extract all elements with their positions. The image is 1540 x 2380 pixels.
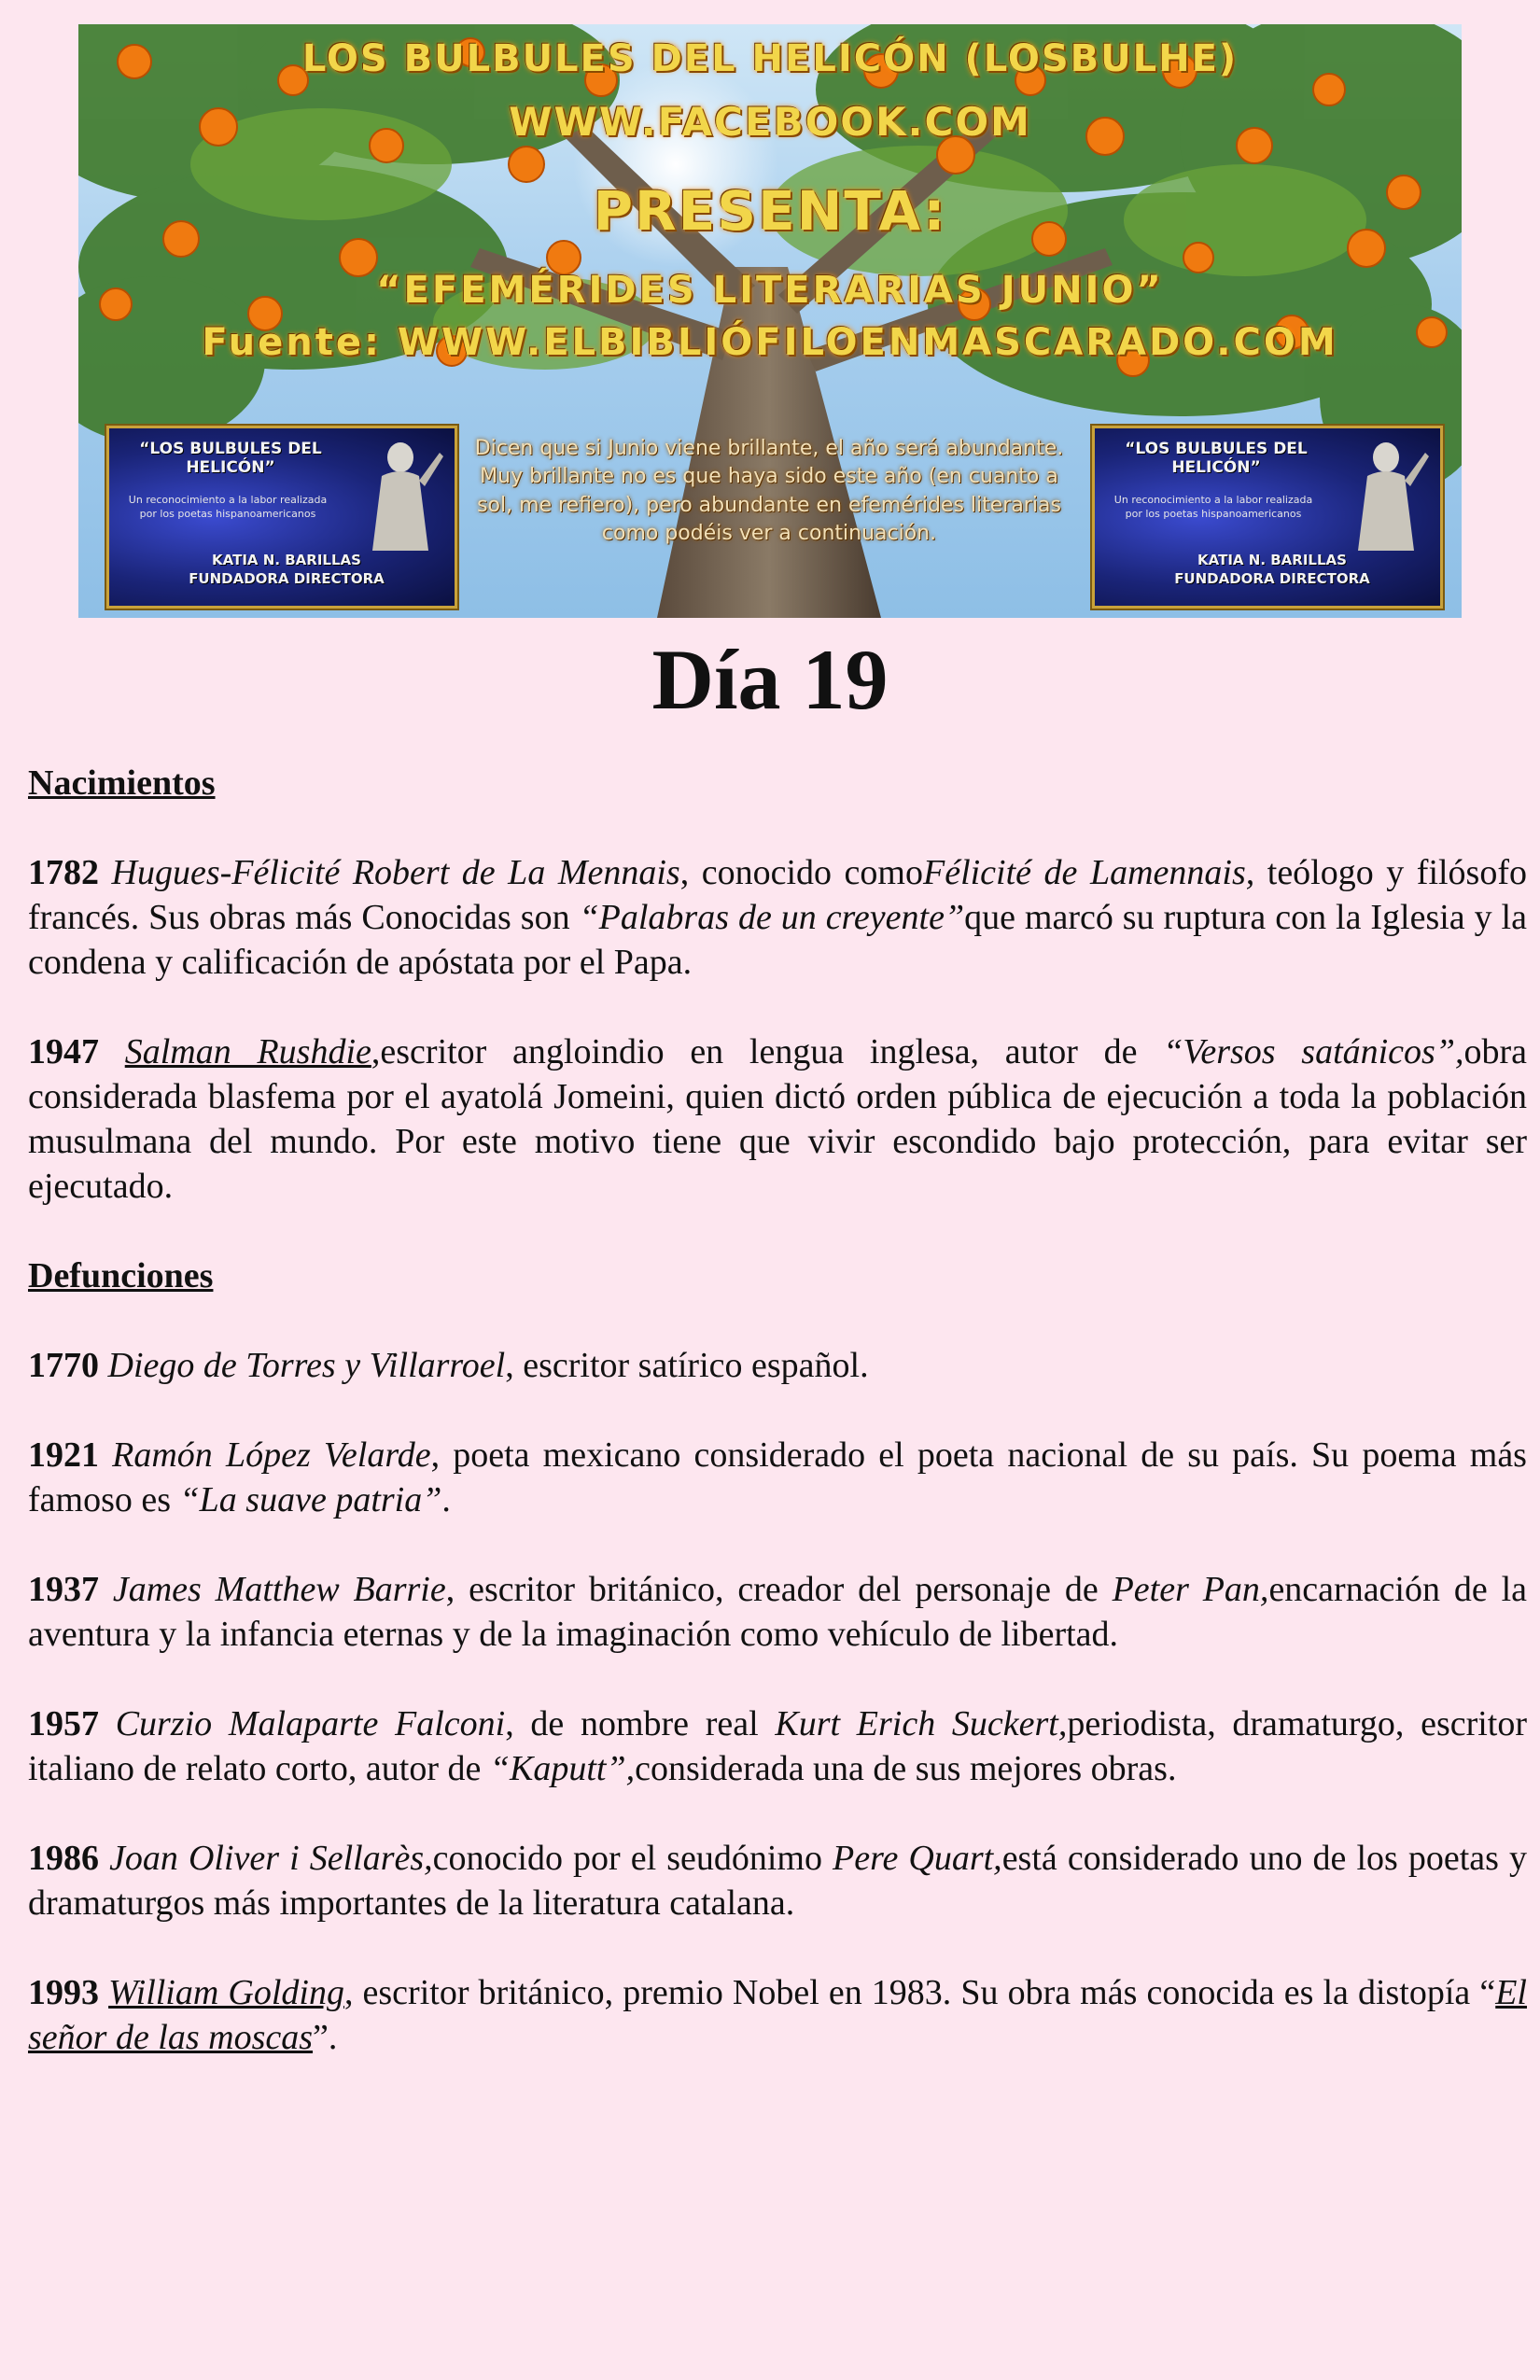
entry-text: está considerado uno de los poetas y dramaturgos más importantes de la literatura catalana. [28,1839,1527,1923]
entry-year: 1937 [28,1570,99,1609]
header-banner-image [78,24,1462,618]
entry-alias: Kurt Erich Suckert, [775,1704,1068,1743]
entry-year: 1947 [28,1032,99,1071]
entry-text: ,escritor angloindio en lengua inglesa, autor de [371,1032,1164,1071]
entry-text: ”. [313,2018,338,2057]
death-entry-1937 [28,1567,1527,1657]
entry-person-link[interactable]: Salman Rushdie [124,1032,371,1071]
plaque-text: Un reconocimiento a la labor realizada por los poetas hispanoamericanos [128,494,328,520]
plaque-title: “LOS BULBULES DEL HELICÓN” [1125,440,1308,477]
entry-text: que marcó su ruptura con la Iglesia y la condena y calificación de apóstata por el Papa. [28,898,1527,982]
plaque-name: KATIA N. BARILLAS [1197,552,1347,568]
death-entry-1986 [28,1836,1527,1925]
entry-work: “Palabras de un creyente” [579,898,965,937]
banner-source: Fuente: WWW.ELBIBLIÓFILOENMASCARADO.COM [202,321,1338,364]
entry-text: , escritor británico, creador del personaje de [445,1570,1113,1609]
entry-work: “Kaputt”, [489,1749,636,1788]
plaque-title: “LOS BULBULES DEL HELICÓN” [139,440,322,477]
death-entry-1921 [28,1433,1527,1522]
entry-text: . [441,1480,451,1519]
entry-text: teólogo y filósofo francés. Sus obras más Conocidas son [28,853,1527,937]
entry-year: 1957 [28,1704,99,1743]
entry-text: conocido por el seudónimo [432,1839,833,1878]
entry-text: encarnación de la aventura y la infancia eternas y de la imaginación como vehículo de libertad. [28,1570,1527,1654]
entry-text: periodista, dramaturgo, escritor italiano de relato corto, autor de [28,1704,1528,1788]
birth-entry-1947 [28,1029,1527,1209]
entry-text: obra considerada blasfema por el ayatolá Jomeini, quien dictó orden pública de ejecución a toda la población musulmana del mundo. Por este motivo tiene que vivir escondido bajo protección, para evitar ser ejecutado. [28,1032,1527,1206]
entry-work: Peter Pan, [1112,1570,1269,1609]
entry-person-link[interactable]: William Golding [108,1973,344,2012]
entry-text: , escritor británico, premio Nobel en 1983. Su obra más conocida es la distopía “ [343,1973,1496,2012]
entry-year: 1770 [28,1346,99,1385]
day-title: Día 19 [651,632,889,727]
plaque-left [106,426,457,609]
entry-person: James Matthew Barrie [112,1570,446,1609]
births-heading: Nacimientos [28,763,216,803]
entry-year: 1921 [28,1435,99,1475]
plaque-signature [147,552,427,588]
death-entry-1770 [28,1343,1527,1388]
ephemerides-content [28,761,1527,2105]
entry-text: , poeta mexicano considerado el poeta nacional de su país. Su poema más famoso es [28,1435,1527,1519]
banner-title: LOS BULBULES DEL HELICÓN (LOSBULHE) [301,37,1239,80]
plaque-role: FUNDADORA DIRECTORA [189,569,385,587]
deaths-heading: Defunciones [28,1256,214,1295]
entry-text: , escritor satírico español. [505,1346,869,1385]
death-entry-1993 [28,1970,1527,2060]
statue-icon [1339,434,1433,555]
entry-alias: Félicité de Lamennais, [922,853,1255,892]
entry-person: Diego de Torres y Villarroel [107,1346,506,1385]
entry-person: Hugues-Félicité Robert de La Mennais [111,853,680,892]
banner-presenta: PRESENTA: [593,179,947,243]
banner-quote: Dicen que si Junio viene brillante, el año será abundante. Muy brillante no es que haya sido este año (en cuanto a sol, me refiero), pero abundante en efemérides literarias como podéis ver a continuación. [474,437,1064,546]
entry-person: Ramón López Velarde [112,1435,431,1475]
entry-text: , de nombre real [505,1704,776,1743]
entry-person: Curzio Malaparte Falconi [115,1704,506,1743]
plaque-signature [1132,552,1412,588]
death-entry-1957 [28,1701,1527,1791]
plaque-role: FUNDADORA DIRECTORA [1174,569,1370,587]
entry-alias: Pere Quart, [833,1839,1002,1878]
banner-subtitle: “EFEMÉRIDES LITERARIAS JUNIO” [376,269,1164,312]
entry-work: “Versos satánicos”, [1163,1032,1464,1071]
banner-facebook-url: WWW.FACEBOOK.COM [509,99,1031,145]
entry-text: considerada una de sus mejores obras. [635,1749,1177,1788]
plaque-name: KATIA N. BARILLAS [212,552,361,568]
statue-icon [354,434,447,555]
plaque-right [1092,426,1443,609]
entry-work: “La suave patria” [179,1480,442,1519]
entry-person: Joan Oliver i Sellarès, [109,1839,433,1878]
plaque-text: Un reconocimiento a la labor realizada por los poetas hispanoamericanos [1113,494,1313,520]
entry-year: 1782 [28,853,99,892]
entry-year: 1993 [28,1973,99,2012]
entry-work-link[interactable]: El señor de las moscas [28,1973,1527,2057]
entry-year: 1986 [28,1839,99,1878]
entry-text: , conocido como [679,853,923,892]
birth-entry-1782 [28,850,1527,985]
